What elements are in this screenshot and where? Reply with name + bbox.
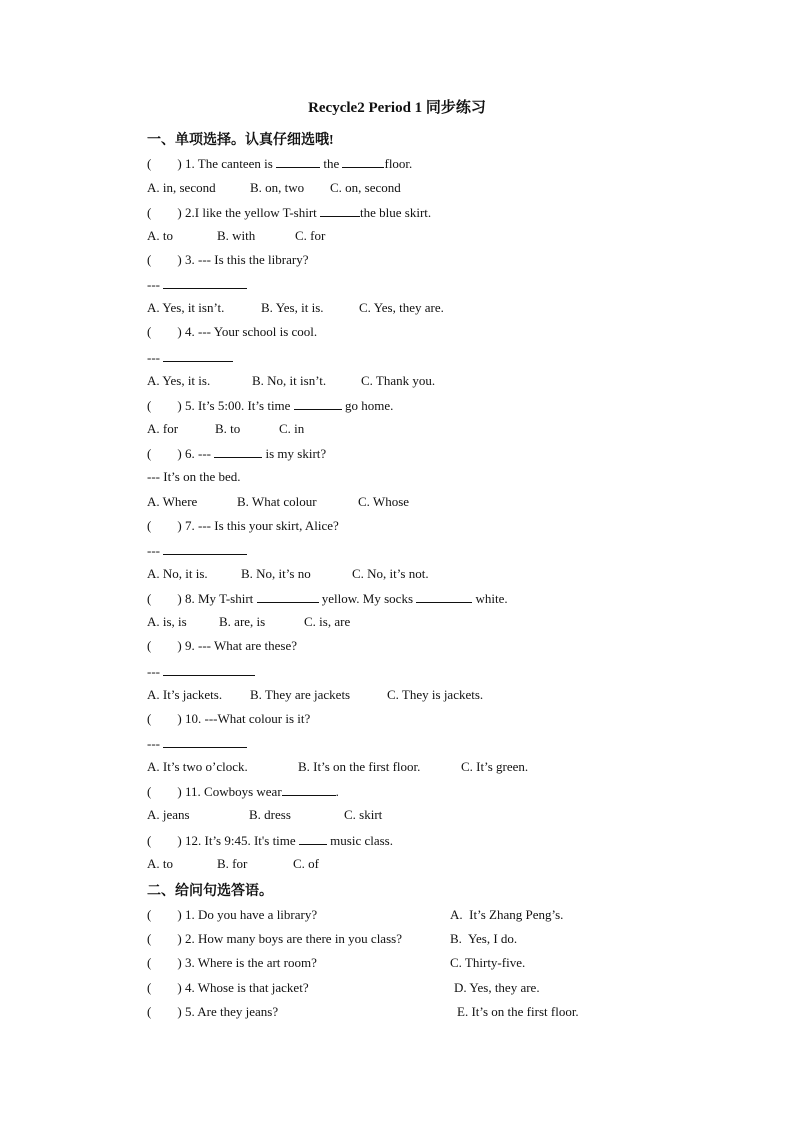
- match-answer-c: C. Thirty-five.: [450, 955, 526, 970]
- option-a: A. It’s two o’clock.: [147, 759, 248, 774]
- answer-paren: ( ): [147, 398, 182, 413]
- match-question-2: ( ) 2. How many boys are there in you class?: [147, 931, 402, 946]
- match-question-3: ( ) 3. Where is the art room?: [147, 955, 317, 970]
- option-b: B. with: [217, 228, 256, 243]
- option-b: B. to: [215, 421, 241, 436]
- fill-blank: [163, 349, 233, 362]
- option-c: C. Whose: [358, 494, 410, 509]
- question-10: ( ) 10. ---What colour is it?: [147, 711, 311, 726]
- reply-line-10: ---: [147, 735, 247, 752]
- fill-blank: [299, 832, 327, 845]
- fill-blank: [163, 663, 255, 676]
- reply-line-3: ---: [147, 276, 247, 293]
- option-c: C. of: [293, 856, 319, 871]
- answer-paren: ( ): [147, 446, 182, 461]
- option-a: A. Where: [147, 494, 198, 509]
- answer-paren: ( ): [147, 252, 182, 267]
- answer-paren: ( ): [147, 1004, 182, 1019]
- page-title: Recycle2 Period 1 同步练习: [308, 100, 486, 116]
- question-7: ( ) 7. --- Is this your skirt, Alice?: [147, 518, 339, 533]
- option-a: A. is, is: [147, 614, 187, 629]
- fill-blank: [214, 445, 262, 458]
- question-2: ( ) 2.I like the yellow T-shirt the blue skirt.: [147, 205, 432, 220]
- option-a: A. to: [147, 856, 173, 871]
- option-b: B. No, it’s no: [241, 566, 311, 581]
- question-8: ( ) 8. My T-shirt yellow. My socks white.: [147, 591, 508, 606]
- option-a: A. It’s jackets.: [147, 687, 223, 702]
- option-c: C. for: [295, 228, 326, 243]
- answer-paren: ( ): [147, 324, 182, 339]
- option-b: B. It’s on the first floor.: [298, 759, 421, 774]
- question-3: ( ) 3. --- Is this the library?: [147, 252, 309, 267]
- question-11: ( ) 11. Cowboys wear .: [147, 784, 339, 799]
- option-a: A. for: [147, 421, 179, 436]
- question-1: ( ) 1. The canteen is the floor.: [147, 156, 413, 171]
- reply-line-4: ---: [147, 349, 233, 366]
- section-2-heading: 二、给问句选答语。: [147, 884, 273, 899]
- answer-paren: ( ): [147, 638, 182, 653]
- question-5: ( ) 5. It’s 5:00. It’s time go home.: [147, 398, 394, 413]
- option-a: A. to: [147, 228, 173, 243]
- fill-blank: [276, 155, 320, 168]
- fill-blank: [163, 542, 247, 555]
- reply-line-7: ---: [147, 542, 247, 559]
- option-a: A. Yes, it is.: [147, 373, 211, 388]
- option-a: A. jeans: [147, 807, 190, 822]
- question-4: ( ) 4. --- Your school is cool.: [147, 324, 318, 339]
- answer-paren: ( ): [147, 980, 182, 995]
- question-9: ( ) 9. --- What are these?: [147, 638, 298, 653]
- option-c: C. on, second: [330, 180, 401, 195]
- fill-blank: [163, 735, 247, 748]
- option-c: C. It’s green.: [461, 759, 529, 774]
- answer-paren: ( ): [147, 907, 182, 922]
- option-b: B. for: [217, 856, 248, 871]
- fill-blank: [294, 397, 342, 410]
- option-a: A. No, it is.: [147, 566, 208, 581]
- question-12: ( ) 12. It’s 9:45. It's time music class.: [147, 833, 393, 848]
- fill-blank: [282, 783, 336, 796]
- answer-paren: ( ): [147, 591, 182, 606]
- option-c: C. is, are: [304, 614, 351, 629]
- option-b: B. No, it isn’t.: [252, 373, 327, 388]
- fill-blank: [416, 590, 472, 603]
- option-c: C. Yes, they are.: [359, 300, 444, 315]
- option-c: C. No, it’s not.: [352, 566, 429, 581]
- answer-paren: ( ): [147, 931, 182, 946]
- answer-paren: ( ): [147, 205, 182, 220]
- answer-paren: ( ): [147, 784, 182, 799]
- match-answer-e: E. It’s on the first floor.: [457, 1004, 579, 1019]
- option-b: B. dress: [249, 807, 291, 822]
- answer-paren: ( ): [147, 711, 182, 726]
- option-b: B. are, is: [219, 614, 266, 629]
- fill-blank: [163, 276, 247, 289]
- answer-paren: ( ): [147, 833, 182, 848]
- option-b: B. They are jackets: [250, 687, 351, 702]
- fill-blank: [320, 204, 360, 217]
- option-a: A. in, second: [147, 180, 216, 195]
- match-question-5: ( ) 5. Are they jeans?: [147, 1004, 279, 1019]
- match-question-4: ( ) 4. Whose is that jacket?: [147, 980, 309, 995]
- reply-line-9: ---: [147, 663, 255, 680]
- question-6: ( ) 6. --- is my skirt?: [147, 446, 327, 461]
- option-c: C. Thank you.: [361, 373, 436, 388]
- answer-paren: ( ): [147, 955, 182, 970]
- option-c: C. They is jackets.: [387, 687, 484, 702]
- match-answer-a: A. It’s Zhang Peng’s.: [450, 907, 564, 922]
- option-b: B. What colour: [237, 494, 317, 509]
- match-answer-d: D. Yes, they are.: [454, 980, 540, 995]
- answer-paren: ( ): [147, 156, 182, 171]
- option-a: A. Yes, it isn’t.: [147, 300, 225, 315]
- reply-line-6: --- It’s on the bed.: [147, 469, 241, 484]
- option-c: C. skirt: [344, 807, 383, 822]
- fill-blank: [342, 155, 384, 168]
- option-c: C. in: [279, 421, 305, 436]
- answer-paren: ( ): [147, 518, 182, 533]
- section-1-heading: 一、单项选择。认真仔细选哦!: [147, 133, 334, 148]
- option-b: B. Yes, it is.: [261, 300, 324, 315]
- match-answer-b: B. Yes, I do.: [450, 931, 518, 946]
- option-b: B. on, two: [250, 180, 305, 195]
- fill-blank: [257, 590, 319, 603]
- match-question-1: ( ) 1. Do you have a library?: [147, 907, 318, 922]
